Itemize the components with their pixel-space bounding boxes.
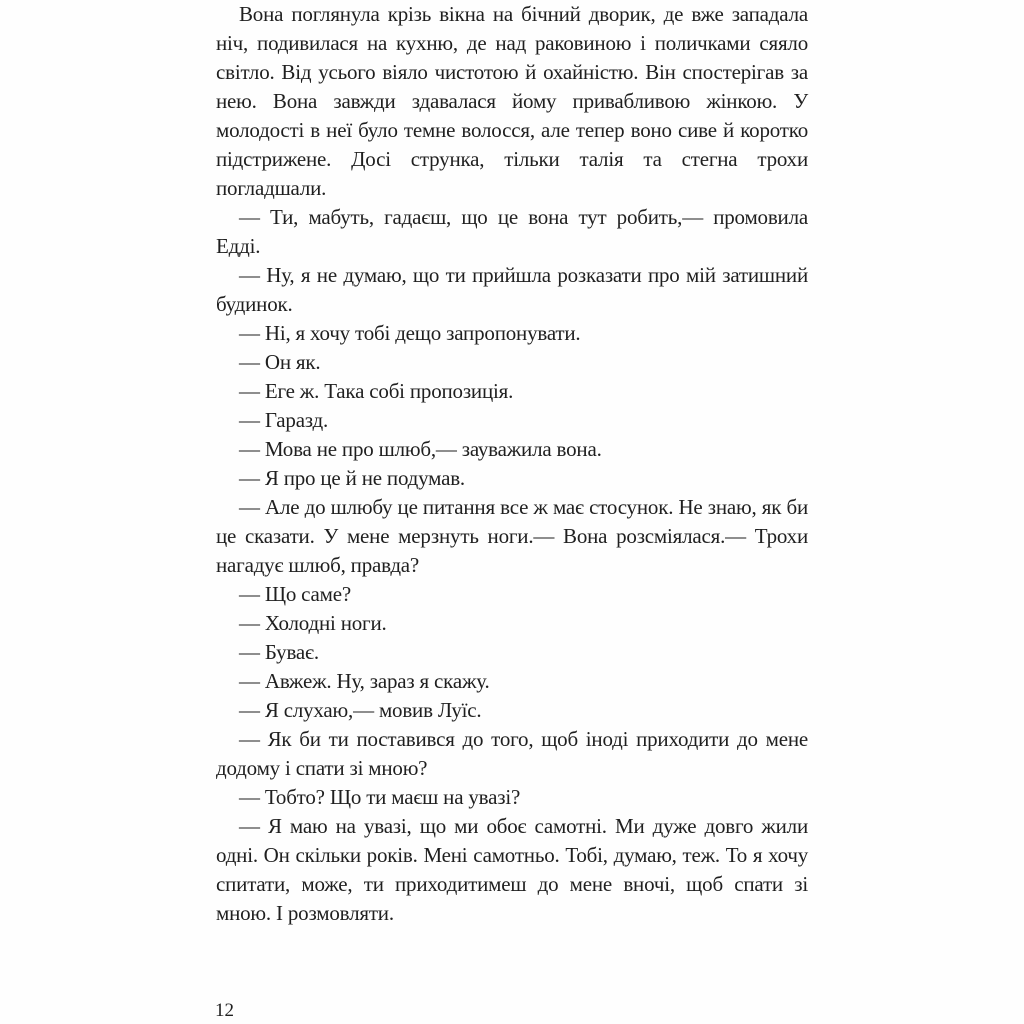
dialogue-paragraph: — Буває.: [239, 640, 319, 664]
dialogue-paragraph: — Еге ж. Така собі пропозиція.: [239, 379, 514, 403]
narration-paragraph: Вона поглянула крізь вікна на бічний дворик, де вже западала ніч, подивилася на кухню, де над раковиною і поличками сяяло світло. Від усього віяло чистотою й охайністю. Він спостерігав за нею. Вона завжди здавалася йому привабливою жінкою. У молодості в неї було темне волосся, але тепер воно сиве й коротко підстрижене. Досі струнка, тільки талія та стегна трохи погладшали.: [216, 2, 808, 200]
dialogue-paragraph: — Я слухаю,— мовив Луїс.: [239, 698, 482, 722]
dialogue-paragraph: — Ти, мабуть, гадаєш, що це вона тут робить,— промовила Едді.: [216, 205, 808, 258]
dialogue-paragraph: — Холодні ноги.: [239, 611, 387, 635]
dialogue-paragraph: — Я про це й не подумав.: [239, 466, 465, 490]
page-number: 12: [215, 1000, 234, 1021]
dialogue-paragraph: — Ні, я хочу тобі дещо запропонувати.: [239, 321, 581, 345]
dialogue-paragraph: — Ну, я не думаю, що ти прийшла розказати про мій затишний будинок.: [216, 263, 808, 316]
dialogue-paragraph: — Тобто? Що ти маєш на увазі?: [239, 785, 521, 809]
dialogue-paragraph: — Мова не про шлюб,— зауважила вона.: [239, 437, 602, 461]
dialogue-paragraph: — Але до шлюбу це питання все ж має стосунок. Не знаю, як би це сказати. У мене мерзнуть ноги.— Вона розсміялася.— Трохи нагадує шлюб, правда?: [216, 495, 808, 577]
dialogue-paragraph: — Он як.: [239, 350, 321, 374]
dialogue-paragraph: — Авжеж. Ну, зараз я скажу.: [239, 669, 490, 693]
text-block: [216, 0, 808, 928]
dialogue-paragraph: — Що саме?: [239, 582, 352, 606]
dialogue-paragraph: — Як би ти поставився до того, щоб іноді приходити до мене додому і спати зі мною?: [216, 727, 808, 780]
dialogue-paragraph: — Гаразд.: [239, 408, 329, 432]
dialogue-paragraph: — Я маю на увазі, що ми обоє самотні. Ми дуже довго жили одні. Он скільки років. Мені самотньо. Тобі, думаю, теж. То я хочу спитати, може, ти приходитимеш до мене вночі, щоб спати зі мною. І розмовляти.: [216, 814, 808, 925]
